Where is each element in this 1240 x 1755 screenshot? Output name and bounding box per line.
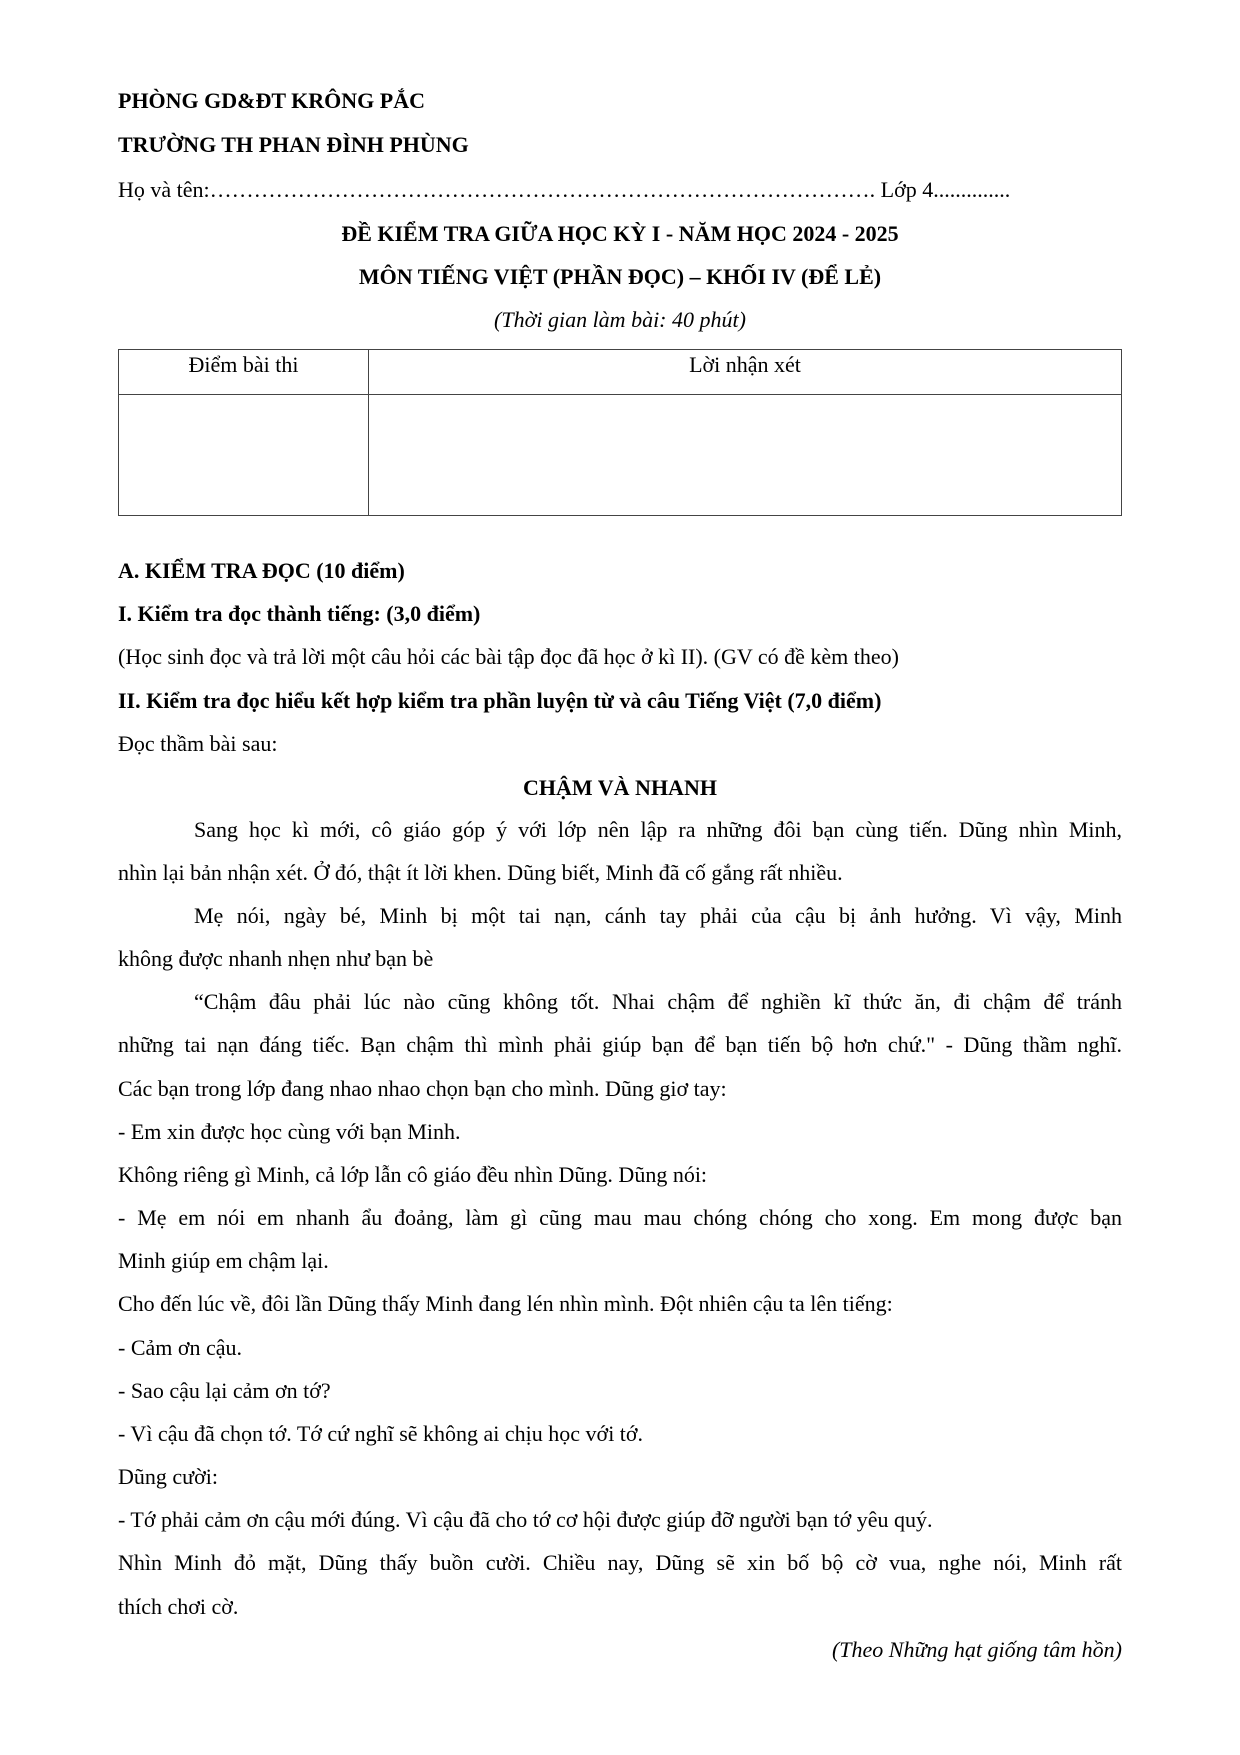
score-cell[interactable]	[119, 395, 369, 516]
story-title: CHẬM VÀ NHANH	[523, 775, 717, 800]
exam-duration: (Thời gian làm bài: 40 phút)	[494, 307, 746, 332]
part1-title: I. Kiểm tra đọc thành tiếng: (3,0 điểm)	[118, 601, 481, 626]
story-line: Nhìn Minh đỏ mặt, Dũng thấy buồn cười. Chiều nay, Dũng sẽ xin bố bộ cờ vua, nghe nói, Minh rất	[118, 1550, 1122, 1575]
story-line: Không riêng gì Minh, cả lớp lẫn cô giáo đều nhìn Dũng. Dũng nói:	[118, 1162, 708, 1187]
story-line: thích chơi cờ.	[118, 1594, 239, 1619]
story-line: Mẹ nói, ngày bé, Minh bị một tai nạn, cánh tay phải của cậu bị ảnh hưởng. Vì vậy, Minh	[194, 903, 1122, 928]
story-line: - Sao cậu lại cảm ơn tớ?	[118, 1378, 331, 1403]
part2-title: II. Kiểm tra đọc hiểu kết hợp kiểm tra phần luyện từ và câu Tiếng Việt (7,0 điểm)	[118, 688, 882, 713]
story-line: Dũng cười:	[118, 1464, 218, 1489]
story-line: Minh giúp em chậm lại.	[118, 1248, 329, 1273]
story-line: - Mẹ em nói em nhanh ẩu đoảng, làm gì cũng mau mau chóng chóng cho xong. Em mong được bạn	[118, 1205, 1122, 1230]
story-line: - Vì cậu đã chọn tớ. Tớ cứ nghĩ sẽ không ai chịu học với tớ.	[118, 1421, 644, 1446]
exam-title: ĐỀ KIỂM TRA GIỮA HỌC KỲ I - NĂM HỌC 2024 - 2025	[341, 221, 899, 246]
story-line: Cho đến lúc về, đôi lần Dũng thấy Minh đang lén nhìn mình. Đột nhiên cậu ta lên tiếng:	[118, 1291, 893, 1316]
score-column-header: Điểm bài thi	[119, 350, 369, 395]
story-line: những tai nạn đáng tiếc. Bạn chậm thì mình phải giúp bạn để bạn tiến bộ hơn chứ." - Dũng thầm nghĩ.	[118, 1032, 1122, 1057]
story-source: (Theo Những hạt giống tâm hồn)	[831, 1637, 1122, 1662]
student-name-line: Họ và tên:………………………………………………………………………………. Lớp 4..............	[118, 177, 1011, 202]
score-table	[118, 349, 1122, 516]
department-name: PHÒNG GD&ĐT KRÔNG PẮC	[118, 88, 425, 113]
section-a-title: A. KIỂM TRA ĐỌC (10 điểm)	[118, 558, 405, 583]
subject-title: MÔN TIẾNG VIỆT (PHẦN ĐỌC) – KHỐI IV (ĐỂ LẺ)	[358, 264, 882, 289]
story-line: nhìn lại bản nhận xét. Ở đó, thật ít lời khen. Dũng biết, Minh đã cố gắng rất nhiều.	[118, 860, 843, 885]
story-line: - Em xin được học cùng với bạn Minh.	[118, 1119, 461, 1144]
reading-instruction: Đọc thầm bài sau:	[118, 731, 278, 756]
part1-note: (Học sinh đọc và trả lời một câu hỏi các bài tập đọc đã học ở kì II). (GV có đề kèm theo)	[118, 644, 899, 669]
school-name: TRƯỜNG TH PHAN ĐÌNH PHÙNG	[118, 132, 469, 157]
story-line: không được nhanh nhẹn như bạn bè	[118, 946, 434, 971]
story-line: “Chậm đâu phải lúc nào cũng không tốt. Nhai chậm để nghiền kĩ thức ăn, đi chậm để tránh	[194, 989, 1122, 1014]
comment-column-header: Lời nhận xét	[369, 350, 1122, 395]
story-line: - Cảm ơn cậu.	[118, 1335, 243, 1360]
story-line: Sang học kì mới, cô giáo góp ý với lớp nên lập ra những đôi bạn cùng tiến. Dũng nhìn Minh,	[194, 817, 1122, 842]
story-line: Các bạn trong lớp đang nhao nhao chọn bạn cho mình. Dũng giơ tay:	[118, 1076, 727, 1101]
story-line: - Tớ phải cảm ơn cậu mới đúng. Vì cậu đã cho tớ cơ hội được giúp đỡ người bạn tớ yêu quý.	[118, 1507, 933, 1532]
comment-cell[interactable]	[369, 395, 1122, 516]
